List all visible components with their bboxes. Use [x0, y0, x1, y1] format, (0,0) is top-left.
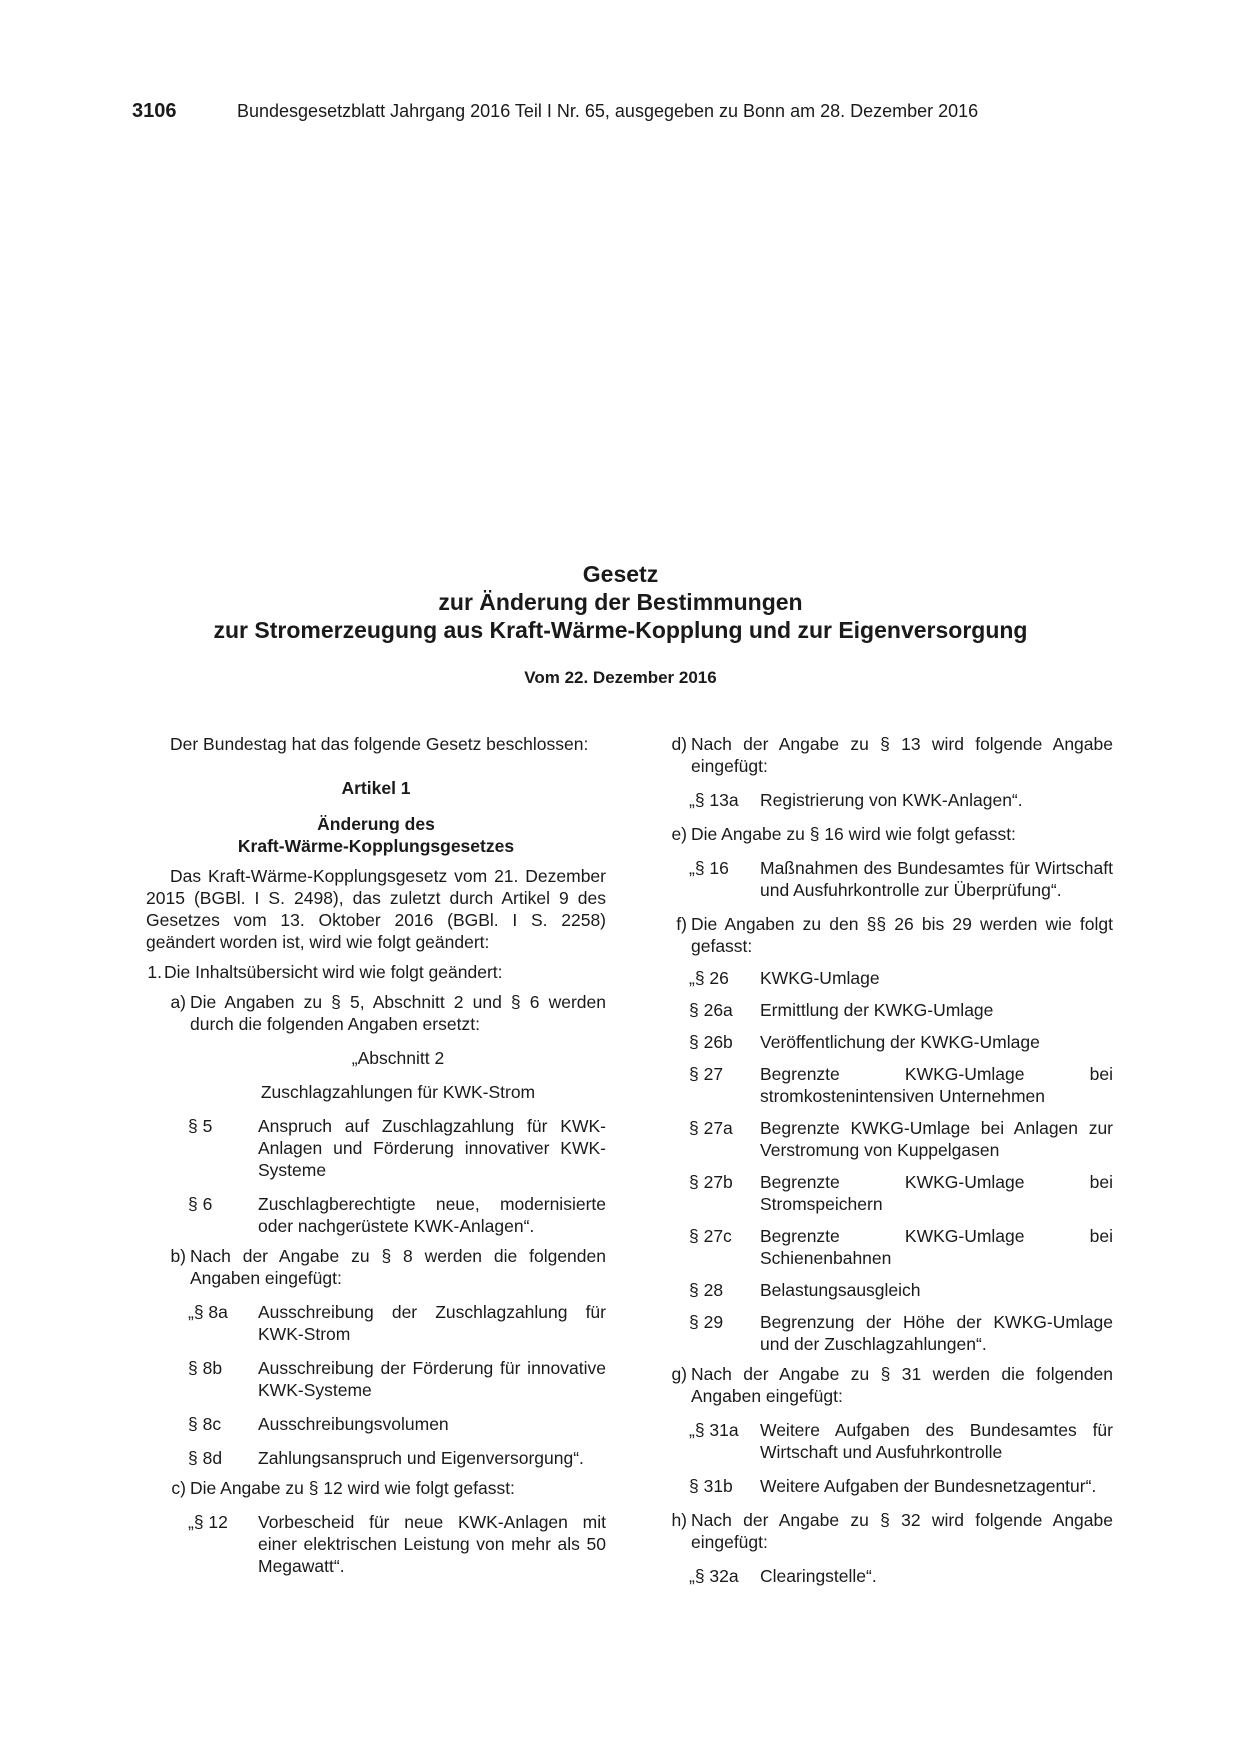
c-entry-list	[146, 1511, 606, 1577]
paragraph-title: Zuschlagberechtigte neue, modernisierte oder nachgerüstete KWK-Anlagen“.	[258, 1194, 606, 1236]
paragraph-title: Maßnahmen des Bundesamtes für Wirtschaft und Ausfuhrkontrolle zur Überprüfung“.	[760, 858, 1113, 900]
article-subtitle-2: Kraft-Wärme-Kopplungsgesetzes	[237, 836, 515, 856]
paragraph-number: § 31b	[689, 1476, 733, 1496]
subitem-e-label: e)	[671, 824, 687, 844]
paragraph-entry	[666, 1279, 1113, 1301]
paragraph-entry	[666, 1031, 1113, 1053]
d-entry-list	[666, 789, 1113, 811]
h-entry-list	[666, 1565, 1113, 1587]
journal-line: Bundesgesetzblatt Jahrgang 2016 Teil I Nr. 65, ausgegeben zu Bonn am 28. Dezember 2016	[237, 101, 979, 121]
subitem-f	[666, 913, 1113, 957]
subitem-b-label: b)	[170, 1246, 186, 1266]
paragraph-title: Ausschreibung der Zuschlagzahlung für KWK-Strom	[258, 1302, 606, 1344]
subitem-g	[666, 1363, 1113, 1407]
paragraph-number: „§ 26	[689, 968, 729, 988]
b-entry-list	[146, 1301, 606, 1469]
paragraph-title: Begrenzte KWKG-Umlage bei Anlagen zur Verstromung von Kuppelgasen	[760, 1118, 1113, 1160]
paragraph-entry	[666, 857, 1113, 901]
left-column	[146, 733, 606, 1577]
paragraph-title: Weitere Aufgaben der Bundesnetzagentur“.	[760, 1476, 1097, 1496]
subitem-d	[666, 733, 1113, 777]
paragraph-number: § 8c	[188, 1414, 222, 1434]
e-entry-list	[666, 857, 1113, 901]
subitem-f-text: Die Angaben zu den §§ 26 bis 29 werden wie folgt gefasst:	[691, 914, 1113, 956]
subitem-h	[666, 1509, 1113, 1553]
paragraph-title: Anspruch auf Zuschlagzahlung für KWK-Anlagen und Förderung innovativer KWK-Systeme	[258, 1116, 606, 1180]
subitem-a-label: a)	[170, 992, 186, 1012]
paragraph-title: Belastungsausgleich	[760, 1280, 921, 1300]
article-subtitle-1: Änderung des	[317, 814, 435, 834]
paragraph-entry	[666, 967, 1113, 989]
law-title-block	[0, 560, 1241, 688]
paragraph-entry	[666, 1311, 1113, 1355]
law-title-line-1: Gesetz	[582, 561, 659, 587]
paragraph-number: „§ 8a	[188, 1302, 228, 1322]
subitem-b-text: Nach der Angabe zu § 8 werden die folgenden Angaben eingefügt:	[190, 1246, 606, 1288]
paragraph-title: Begrenzte KWKG-Umlage bei Stromspeichern	[760, 1172, 1113, 1214]
g-entry-list	[666, 1419, 1113, 1497]
paragraph-entry	[146, 1511, 606, 1577]
paragraph-entry	[146, 1447, 606, 1469]
paragraph-number: „§ 13a	[689, 790, 739, 810]
item-1-text: Die Inhaltsübersicht wird wie folgt geändert:	[164, 962, 503, 982]
section-heading: „Abschnitt 2	[351, 1048, 445, 1068]
paragraph-entry	[146, 1301, 606, 1345]
subitem-d-text: Nach der Angabe zu § 13 wird folgende Angabe eingefügt:	[691, 734, 1113, 776]
subitem-g-text: Nach der Angabe zu § 31 werden die folgenden Angaben eingefügt:	[691, 1364, 1113, 1406]
paragraph-title: Registrierung von KWK-Anlagen“.	[760, 790, 1023, 810]
item-1-label: 1.	[147, 962, 162, 982]
paragraph-title: Begrenzte KWKG-Umlage bei stromkostenintensiven Unternehmen	[760, 1064, 1113, 1106]
paragraph-number: § 5	[188, 1116, 213, 1136]
subitem-a-text: Die Angaben zu § 5, Abschnitt 2 und § 6 werden durch die folgenden Angaben ersetzt:	[190, 992, 606, 1034]
paragraph-title: Veröffentlichung der KWKG-Umlage	[760, 1032, 1040, 1052]
subitem-c-label: c)	[171, 1478, 186, 1498]
paragraph-number: § 26b	[689, 1032, 733, 1052]
paragraph-number: § 27a	[689, 1118, 733, 1138]
paragraph-entry	[666, 1225, 1113, 1269]
subitem-h-label: h)	[671, 1510, 687, 1530]
subitem-c	[146, 1477, 606, 1499]
paragraph-entry	[146, 1115, 606, 1181]
paragraph-title: Clearingstelle“.	[760, 1566, 877, 1586]
paragraph-number: § 27c	[689, 1226, 732, 1246]
subitem-b	[146, 1245, 606, 1289]
law-title-line-2: zur Änderung der Bestimmungen	[438, 589, 803, 615]
paragraph-title: Weitere Aufgaben des Bundesamtes für Wirtschaft und Ausfuhrkontrolle	[760, 1420, 1113, 1462]
enactment-clause: Der Bundestag hat das folgende Gesetz beschlossen:	[170, 734, 589, 754]
subitem-e-text: Die Angabe zu § 16 wird wie folgt gefasst:	[691, 824, 1016, 844]
subitem-f-label: f)	[676, 914, 687, 934]
f-entry-list	[666, 967, 1113, 1355]
paragraph-number: „§ 12	[188, 1512, 228, 1532]
paragraph-number: § 6	[188, 1194, 213, 1214]
paragraph-number: § 28	[689, 1280, 724, 1300]
section-heading-title: Zuschlagzahlungen für KWK-Strom	[260, 1082, 536, 1102]
paragraph-number: „§ 31a	[689, 1420, 739, 1440]
subitem-e	[666, 823, 1113, 845]
paragraph-entry	[666, 1419, 1113, 1463]
paragraph-entry	[146, 1357, 606, 1401]
paragraph-entry	[666, 789, 1113, 811]
paragraph-number: „§ 32a	[689, 1566, 739, 1586]
law-date: Vom 22. Dezember 2016	[524, 668, 717, 687]
paragraph-number: „§ 16	[689, 858, 729, 878]
paragraph-entry	[666, 1063, 1113, 1107]
paragraph-entry	[146, 1193, 606, 1237]
subitem-d-label: d)	[671, 734, 687, 754]
paragraph-number: § 8b	[188, 1358, 223, 1378]
page-header	[132, 100, 1109, 124]
right-column	[666, 733, 1113, 1587]
paragraph-title: Vorbescheid für neue KWK-Anlagen mit einer elektrischen Leistung von mehr als 50 Megawatt“.	[258, 1512, 606, 1576]
subitem-h-text: Nach der Angabe zu § 32 wird folgende Angabe eingefügt:	[691, 1510, 1113, 1552]
article-intro: Das Kraft-Wärme-Kopplungsgesetz vom 21. Dezember 2015 (BGBl. I S. 2498), das zuletzt durch Artikel 9 des Gesetzes vom 13. Oktober 2016 (BGBl. I S. 2258) geändert worden ist, wird wie folgt geändert:	[146, 866, 606, 952]
paragraph-title: KWKG-Umlage	[760, 968, 880, 988]
paragraph-title: Begrenzung der Höhe der KWKG-Umlage und der Zuschlagzahlungen“.	[760, 1312, 1113, 1354]
a-entry-list	[146, 1115, 606, 1237]
paragraph-entry	[146, 1413, 606, 1435]
article-title: Artikel 1	[341, 778, 411, 798]
paragraph-title: Ermittlung der KWKG-Umlage	[760, 1000, 994, 1020]
paragraph-title: Ausschreibungsvolumen	[258, 1414, 449, 1434]
paragraph-title: Begrenzte KWKG-Umlage bei Schienenbahnen	[760, 1226, 1113, 1268]
paragraph-entry	[666, 1475, 1113, 1497]
item-1	[146, 961, 606, 983]
paragraph-entry	[666, 999, 1113, 1021]
law-title-line-3: zur Stromerzeugung aus Kraft-Wärme-Kopplung und zur Eigenversorgung	[213, 617, 1028, 643]
paragraph-title: Zahlungsanspruch und Eigenversorgung“.	[258, 1448, 584, 1468]
paragraph-number: § 29	[689, 1312, 724, 1332]
paragraph-entry	[666, 1565, 1113, 1587]
subitem-a	[146, 991, 606, 1035]
paragraph-number: § 8d	[188, 1448, 223, 1468]
paragraph-number: § 27b	[689, 1172, 733, 1192]
paragraph-number: § 26a	[689, 1000, 733, 1020]
paragraph-title: Ausschreibung der Förderung für innovative KWK-Systeme	[258, 1358, 606, 1400]
paragraph-entry	[666, 1171, 1113, 1215]
page-number: 3106	[132, 100, 177, 122]
subitem-g-label: g)	[671, 1364, 687, 1384]
paragraph-number: § 27	[689, 1064, 724, 1084]
subitem-c-text: Die Angabe zu § 12 wird wie folgt gefasst:	[190, 1478, 515, 1498]
paragraph-entry	[666, 1117, 1113, 1161]
